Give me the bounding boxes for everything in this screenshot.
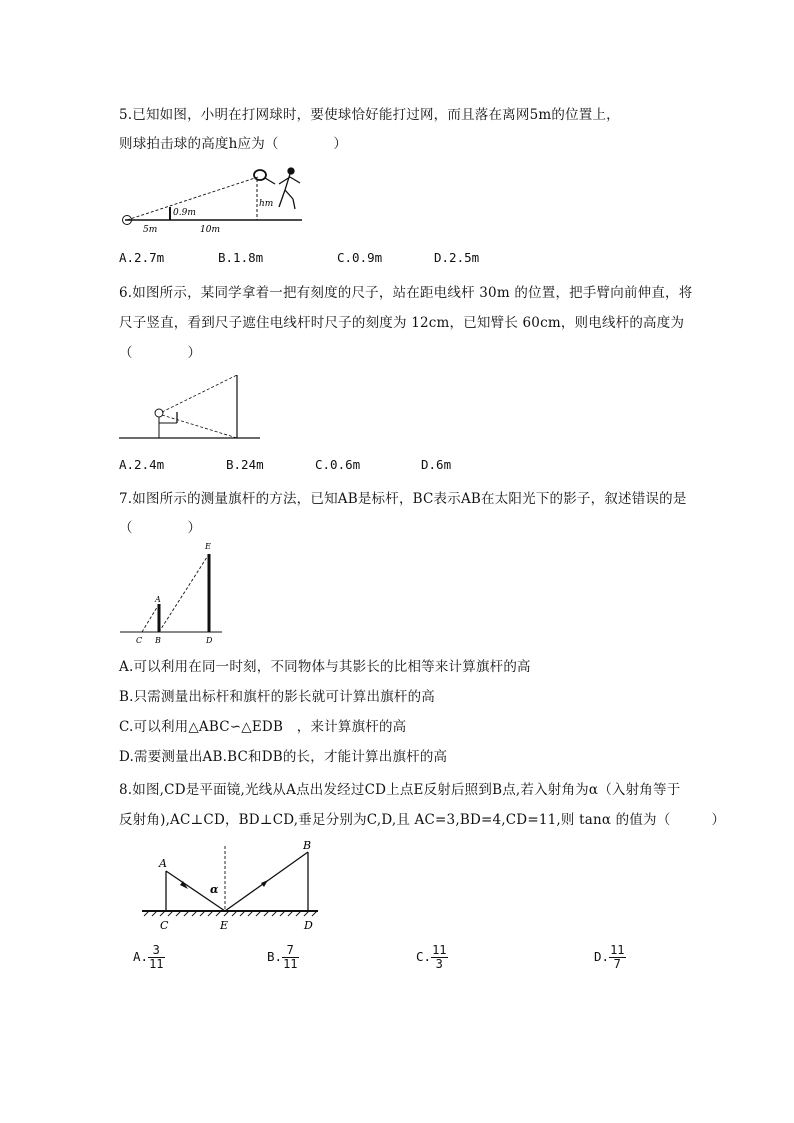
option-label: A.: [133, 949, 149, 964]
fraction: $\frac{11}{3}$: [432, 943, 447, 971]
dist-10m-label: 10m: [200, 225, 220, 235]
fraction: $\frac{11}{7}$: [610, 943, 625, 971]
q8-option-d: [594, 944, 626, 971]
q8-option-a: [133, 944, 165, 971]
q5-option-b: B.1.8m: [218, 250, 264, 265]
arrow-icon: [261, 880, 268, 887]
label-b: B: [155, 636, 161, 645]
q5-option-a: A.2.7m: [119, 250, 165, 265]
q5-option-c: C.0.9m: [337, 250, 383, 265]
q8-stem-line2: 反射角),AC⊥CD，BD⊥CD,垂足分别为C,D,且 AC=3,BD=4,CD=11,则 tanα 的值为（ ）: [119, 812, 726, 828]
sun-ray-ac: [142, 604, 159, 632]
q5-figure: [115, 162, 315, 238]
q6-stem-line3: （ ）: [119, 345, 202, 361]
option-label: B.: [267, 949, 283, 964]
label-e: E: [220, 919, 229, 932]
q7-option-b: B.只需测量出标杆和旗杆的影长就可计算出旗杆的高: [119, 689, 436, 705]
dist-5m-label: 5m: [143, 225, 158, 235]
q6-stem-line2: 尺子竖直，看到尺子遮住电线杆时尺子的刻度为 12cm，已知臂长 60cm，则电线杆的高度为: [119, 315, 685, 331]
sight-line-top: [162, 375, 237, 412]
label-alpha: α: [210, 883, 219, 896]
q6-option-b: B.24m: [226, 457, 264, 472]
q7-option-d: D.需要测量出AB.BC和DB的长，才能计算出旗杆的高: [119, 749, 448, 765]
q6-option-c: C.0.6m: [315, 457, 361, 472]
label-c: C: [160, 919, 169, 932]
label-c: C: [136, 636, 143, 645]
label-b: B: [303, 839, 312, 852]
option-label: C.: [416, 949, 432, 964]
q6-figure: [118, 370, 263, 442]
label-d: D: [304, 919, 313, 932]
q8-option-c: [416, 944, 448, 971]
sight-line-bottom: [162, 415, 237, 438]
net-height-label: 0.9m: [173, 208, 196, 218]
q7-stem-line2: （ ）: [119, 520, 202, 536]
q5-option-d: D.2.5m: [434, 250, 480, 265]
q6-option-a: A.2.4m: [119, 457, 165, 472]
sun-ray-eb: [159, 554, 209, 632]
q7-option-c: C.可以利用△ABC∽△EDB ，来计算旗杆的高: [119, 719, 407, 735]
label-a: A: [159, 857, 167, 870]
q6-option-d: D.6m: [421, 457, 452, 472]
q5-stem-line1: 5.已知如图，小明在打网球时，要使球恰好能打过网，而且落在离网5m的位置上，: [119, 107, 620, 123]
eye: [155, 409, 163, 417]
q7-option-a: A.可以利用在同一时刻，不同物体与其影长的比相等来计算旗杆的高: [119, 659, 531, 675]
option-label: D.: [594, 949, 610, 964]
q8-option-b: [267, 944, 299, 971]
label-e: E: [205, 542, 211, 551]
q5-stem-line2: 则球拍击球的高度h应为（ ）: [119, 136, 348, 152]
q8-stem-line1: 8.如图,CD是平面镜,光线从A点出发经过CD上点E反射后照到B点,若入射角为α（入射角等于: [119, 782, 681, 798]
q7-stem-line1: 7.如图所示的测量旗杆的方法，已知AB是标杆，BC表示AB在太阳光下的影子，叙述错误的是: [119, 491, 687, 507]
q7-figure: [118, 540, 228, 647]
q6-stem-line1: 6.如图所示，某同学拿着一把有刻度的尺子，站在距电线杆 30m 的位置，把手臂向前伸直，将: [119, 285, 693, 301]
q8-figure: [136, 838, 324, 936]
fraction: $\frac{7}{11}$: [283, 943, 298, 971]
label-d: D: [206, 636, 213, 645]
height-h-label: hm: [259, 199, 274, 209]
label-a: A: [155, 595, 161, 604]
fraction: $\frac{3}{11}$: [149, 943, 164, 971]
